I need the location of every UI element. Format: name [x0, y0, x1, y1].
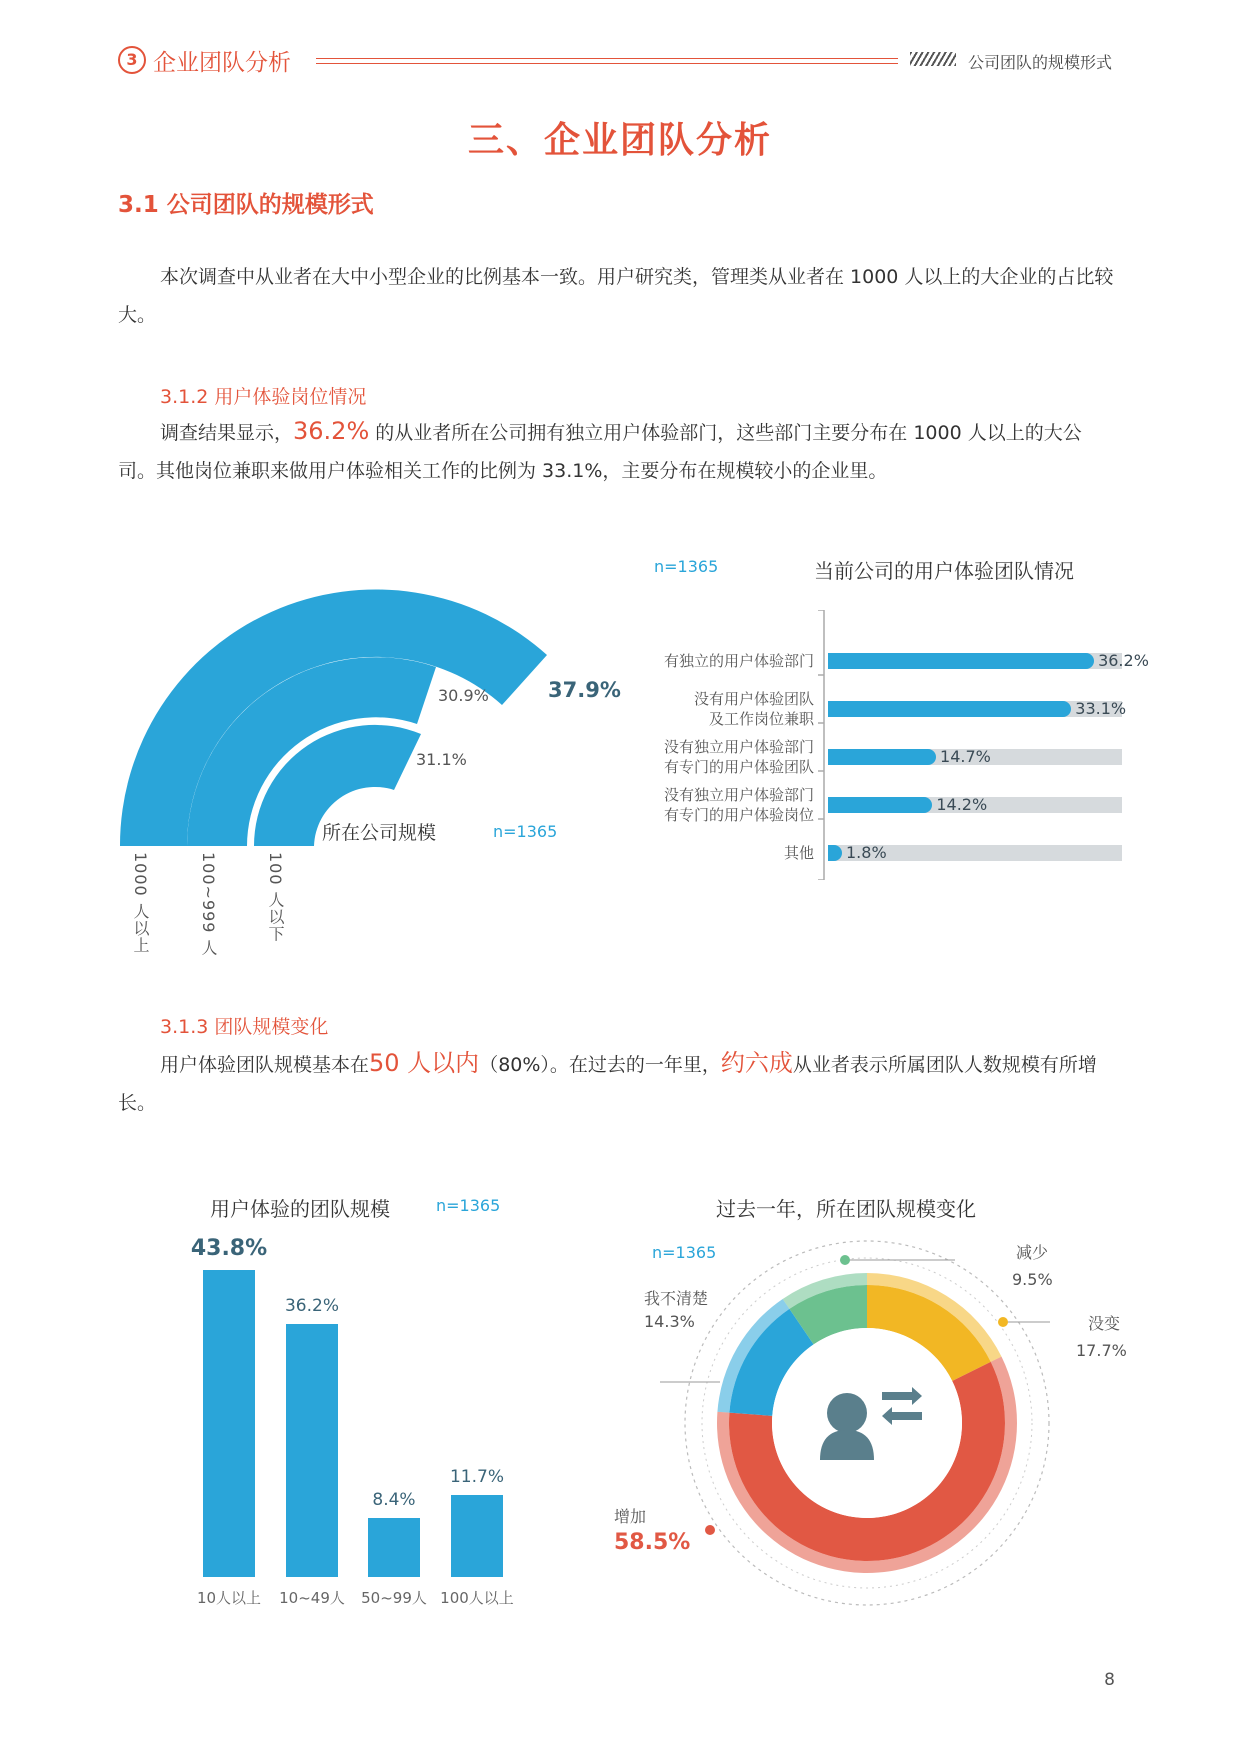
donut-category-unsure: 我不清楚 [644, 1289, 709, 1308]
donut-category-increase: 增加 [614, 1507, 647, 1526]
arc-value-100-999: 30.9% [438, 686, 489, 705]
team-size-chart-title: 用户体验的团队规模 [210, 1197, 390, 1221]
paragraph-text: 用户体验团队规模基本在 [160, 1054, 370, 1076]
arc-value-under-100: 31.1% [416, 750, 467, 769]
marker-increase [705, 1525, 715, 1535]
highlight-percentage: 36.2% [293, 417, 370, 445]
hbar-value-label: 14.7% [940, 747, 991, 766]
hbar-category-line: 有专门的用户体验岗位 [663, 806, 814, 824]
hbar-category-line: 没有用户体验团队 [693, 690, 814, 708]
vbar-category-label: 10~49人 [279, 1589, 345, 1607]
vbar [203, 1270, 255, 1577]
section-3-1-heading: 3.1 公司团队的规模形式 [118, 192, 374, 218]
header-running-title: 公司团队的规模形式 [968, 53, 1113, 72]
donut-category-unchanged: 没变 [1088, 1314, 1121, 1333]
vbar-category-label: 10人以上 [196, 1589, 262, 1607]
team-change-n-label: n=1365 [652, 1243, 717, 1262]
donut-value-unsure: 14.3% [644, 1312, 695, 1331]
vbar-value-label: 36.2% [284, 1295, 339, 1316]
hbar-category-line: 没有独立用户体验部门 [663, 786, 814, 804]
arc-category-1000-plus: 1000 人以上 [131, 852, 150, 954]
hbar-fill [828, 797, 932, 813]
hbar-value-label: 14.2% [936, 795, 988, 814]
hbar-category-label [614, 689, 814, 729]
vbar [368, 1518, 420, 1577]
paragraph-text: 的从业者所在公司拥有独立用户体验部门，这些部门主要分布在 1000 人以上的大公司。其他岗位兼职来做用户体验相关工作的比例为 33.1%，主要分布在规模较小的企业里。 [118, 422, 1082, 482]
donut-value-unchanged: 17.7% [1076, 1341, 1127, 1360]
vbar-value-label: 11.7% [449, 1467, 504, 1488]
team-change-chart-title: 过去一年，所在团队规模变化 [716, 1197, 976, 1221]
team-size-n-label: n=1365 [436, 1196, 501, 1215]
ux-team-axis [818, 610, 838, 880]
header-section-title: 企业团队分析 [153, 50, 291, 76]
company-size-arc-chart [110, 580, 630, 850]
hbar-value-label: 33.1% [1075, 699, 1127, 718]
hbar-category-label [614, 843, 814, 863]
marker-decrease [840, 1255, 850, 1265]
highlight-majority: 约六成 [720, 1049, 793, 1077]
company-size-n-label: n=1365 [493, 822, 558, 841]
page-title: 三、企业团队分析 [467, 120, 772, 161]
donut-value-increase: 58.5% [614, 1530, 691, 1555]
marker-unchanged [998, 1317, 1008, 1327]
highlight-team-size: 50 人以内 [369, 1049, 480, 1077]
section-3-1-3-heading: 3.1.3 团队规模变化 [160, 1016, 329, 1038]
vbar-category-label: 100人以上 [440, 1589, 514, 1607]
hbar-category-line: 没有独立用户体验部门 [663, 738, 814, 756]
vbar-category-label: 50~99人 [361, 1589, 427, 1607]
team-change-donut-chart [660, 1230, 1060, 1630]
arc-category-100-999: 100~999 人 [199, 852, 218, 957]
section-3-1-2-paragraph [118, 412, 1118, 490]
ux-team-n-label: n=1365 [654, 557, 719, 576]
hbar-category-line: 有独立的用户体验部门 [663, 652, 814, 670]
hbar-fill [828, 653, 1094, 669]
hbar-fill [828, 749, 936, 765]
vbar [451, 1495, 503, 1577]
section-3-1-paragraph: 本次调查中从业者在大中小型企业的比例基本一致。用户研究类，管理类从业者在 1000 人以上的大企业的占比较大。 [118, 266, 1114, 326]
arc-category-under-100: 100 人以下 [266, 852, 285, 943]
section-3-1-2-heading: 3.1.2 用户体验岗位情况 [160, 386, 367, 408]
vbar [286, 1324, 338, 1577]
hbar-value-label: 36.2% [1098, 651, 1149, 670]
hbar-category-label [614, 651, 814, 671]
donut-hole [772, 1328, 962, 1518]
donut-category-decrease: 减少 [1016, 1243, 1049, 1262]
header-rule [316, 58, 898, 64]
hbar-fill [828, 701, 1071, 717]
hbar-category-label [614, 785, 814, 825]
hbar-category-line: 有专门的用户体验团队 [663, 758, 814, 776]
donut-value-decrease: 9.5% [1012, 1270, 1053, 1289]
hbar-category-line: 其他 [783, 844, 814, 862]
vbar-value-label: 8.4% [372, 1490, 416, 1511]
paragraph-text: （80%）。在过去的一年里， [479, 1054, 721, 1076]
arc-value-1000-plus: 37.9% [548, 678, 621, 702]
vbar-value-label: 43.8% [190, 1236, 268, 1262]
hbar-category-label [614, 737, 814, 777]
company-size-chart-title: 所在公司规模 [322, 822, 437, 844]
section-3-1-3-paragraph [118, 1044, 1118, 1122]
paragraph-text: 调查结果显示， [160, 422, 294, 444]
paragraph-text: 从业者表示所属团队人数规模有所增长。 [118, 1054, 1097, 1114]
section-number-badge: 3 [118, 46, 146, 74]
hbar-value-label: 1.8% [846, 843, 887, 862]
header-hatch-decoration [910, 52, 956, 66]
ux-team-chart-title: 当前公司的用户体验团队情况 [814, 559, 1074, 583]
hbar-category-line: 及工作岗位兼职 [708, 710, 814, 728]
page-number: 8 [1104, 1670, 1115, 1690]
